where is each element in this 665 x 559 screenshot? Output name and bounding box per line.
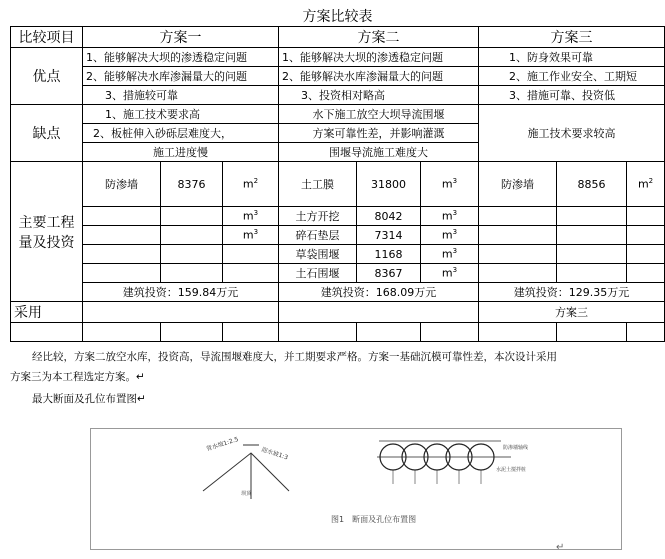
adopt-value: 方案三 bbox=[479, 302, 665, 323]
q-p1-unit: $m^2$ bbox=[223, 162, 279, 207]
quantities-label bbox=[11, 162, 83, 302]
q-p2-unit: $m^3$ bbox=[421, 226, 479, 245]
q-cell bbox=[627, 207, 665, 226]
empty-cell bbox=[279, 323, 357, 342]
bottom-note: 水泥土搅拌桩 bbox=[496, 467, 527, 473]
adv-plan3-line3: 3、措施可靠、投资低 bbox=[479, 86, 665, 105]
header-plan2: 方案二 bbox=[279, 27, 479, 48]
empty-cell bbox=[479, 323, 557, 342]
dis-plan3: 施工技术要求较高 bbox=[479, 105, 665, 162]
invest-plan3: 建筑投资：129.35万元 bbox=[479, 283, 665, 302]
q-cell bbox=[479, 207, 557, 226]
q-cell bbox=[161, 264, 223, 283]
q-cell bbox=[557, 207, 627, 226]
paragraph-line1: 经比较，方案二放空水库，投资高，导流围堰难度大，并工期要求严格。方案一基础沉模可靠性差，本次设计采用 bbox=[32, 351, 557, 363]
q-p3-val: 8856 bbox=[557, 162, 627, 207]
paragraph-line3: 最大断面及孔位布置图↵ bbox=[32, 393, 146, 405]
dis-plan1-line2: 2、板桩伸入砂砾层难度大， bbox=[83, 124, 279, 143]
q-cell bbox=[223, 264, 279, 283]
advantages-label: 优点 bbox=[11, 48, 83, 105]
adv-plan1-line1: 1、能够解决大坝的渗透稳定问题 bbox=[83, 48, 279, 67]
q-cell bbox=[627, 245, 665, 264]
crest-label: 坝顶 bbox=[241, 491, 252, 497]
q-p1-unit: $m^3$ bbox=[223, 207, 279, 226]
q-cell bbox=[83, 226, 161, 245]
q-p2-name: 碎石垫层 bbox=[279, 226, 357, 245]
adv-plan2-line2: 2、能够解决水库渗漏量大的问题 bbox=[279, 67, 479, 86]
q-p2-name: 草袋围堰 bbox=[279, 245, 357, 264]
section-drawing bbox=[91, 429, 621, 549]
q-cell bbox=[557, 245, 627, 264]
adv-plan2-line3: 3、投资相对略高 bbox=[279, 86, 479, 105]
figure-frame bbox=[90, 428, 622, 550]
header-item: 比较项目 bbox=[11, 27, 83, 48]
q-p2-val: 31800 bbox=[357, 162, 421, 207]
q-p2-name: 土工膜 bbox=[279, 162, 357, 207]
quantities-label-line2: 量及投资 bbox=[18, 234, 75, 251]
adv-plan1-line3: 3、措施较可靠 bbox=[83, 86, 279, 105]
left-slope-label: 背水坡1:2.5 bbox=[205, 435, 240, 453]
q-cell bbox=[161, 226, 223, 245]
q-p3-name: 防渗墙 bbox=[479, 162, 557, 207]
table-title: 方案比较表 bbox=[11, 6, 665, 27]
adv-plan3-line2: 2、施工作业安全、工期短 bbox=[479, 67, 665, 86]
q-p2-name: 土石围堰 bbox=[279, 264, 357, 283]
q-p2-val: 8042 bbox=[357, 207, 421, 226]
adopt-label: 采用 bbox=[11, 302, 83, 323]
empty-cell bbox=[161, 323, 223, 342]
dis-plan2-line3: 围堰导流施工难度大 bbox=[279, 143, 479, 162]
q-p2-val: 1168 bbox=[357, 245, 421, 264]
q-p2-unit: $m^3$ bbox=[421, 162, 479, 207]
dis-plan2-line2: 方案可靠性差，并影响灌溉 bbox=[279, 124, 479, 143]
empty-cell bbox=[557, 323, 627, 342]
dis-plan2-line1: 水下施工放空大坝导流围堰 bbox=[279, 105, 479, 124]
adv-plan1-line2: 2、能够解决水库渗漏量大的问题 bbox=[83, 67, 279, 86]
figure-caption: 图1 断面及孔位布置图 bbox=[331, 515, 417, 524]
q-cell bbox=[83, 264, 161, 283]
dam-section-outline bbox=[203, 453, 289, 491]
disadvantages-label: 缺点 bbox=[11, 105, 83, 162]
q-p1-name: 防渗墙 bbox=[83, 162, 161, 207]
q-p2-unit: $m^3$ bbox=[421, 245, 479, 264]
q-cell bbox=[223, 245, 279, 264]
adopt-plan1 bbox=[83, 302, 279, 323]
header-plan1: 方案一 bbox=[83, 27, 279, 48]
q-p2-val: 8367 bbox=[357, 264, 421, 283]
dis-plan1-line1: 1、施工技术要求高 bbox=[83, 105, 279, 124]
invest-plan2: 建筑投资：168.09万元 bbox=[279, 283, 479, 302]
empty-cell bbox=[223, 323, 279, 342]
q-p3-unit: $m^2$ bbox=[627, 162, 665, 207]
q-p1-val: 8376 bbox=[161, 162, 223, 207]
empty-cell bbox=[627, 323, 665, 342]
q-p2-unit: $m^3$ bbox=[421, 264, 479, 283]
q-cell bbox=[479, 245, 557, 264]
empty-cell bbox=[421, 323, 479, 342]
q-cell bbox=[627, 226, 665, 245]
q-cell bbox=[83, 245, 161, 264]
empty-cell bbox=[357, 323, 421, 342]
return-mark: ↵ bbox=[556, 542, 565, 553]
q-cell bbox=[479, 226, 557, 245]
quantities-label-line1: 主要工程 bbox=[18, 214, 75, 231]
adopt-plan2 bbox=[279, 302, 479, 323]
q-p2-val: 7314 bbox=[357, 226, 421, 245]
empty-cell bbox=[83, 323, 161, 342]
q-p1-unit: $m^3$ bbox=[223, 226, 279, 245]
right-note: 防渗墙轴线 bbox=[503, 445, 529, 451]
empty-cell bbox=[11, 323, 83, 342]
right-slope-label: 迎水坡1:3 bbox=[260, 446, 289, 462]
q-cell bbox=[83, 207, 161, 226]
paragraph-line2: 方案三为本工程选定方案。↵ bbox=[10, 371, 145, 383]
invest-plan1: 建筑投资：159.84万元 bbox=[83, 283, 279, 302]
q-cell bbox=[161, 245, 223, 264]
q-p2-unit: $m^3$ bbox=[421, 207, 479, 226]
q-p2-name: 土方开挖 bbox=[279, 207, 357, 226]
header-plan3: 方案三 bbox=[479, 27, 665, 48]
q-cell bbox=[557, 226, 627, 245]
q-cell bbox=[161, 207, 223, 226]
adv-plan2-line1: 1、能够解决大坝的渗透稳定问题 bbox=[279, 48, 479, 67]
adv-plan3-line1: 1、防身效果可靠 bbox=[479, 48, 665, 67]
q-cell bbox=[627, 264, 665, 283]
dis-plan1-line3: 施工进度慢 bbox=[83, 143, 279, 162]
comparison-table bbox=[10, 6, 665, 342]
q-cell bbox=[479, 264, 557, 283]
q-cell bbox=[557, 264, 627, 283]
